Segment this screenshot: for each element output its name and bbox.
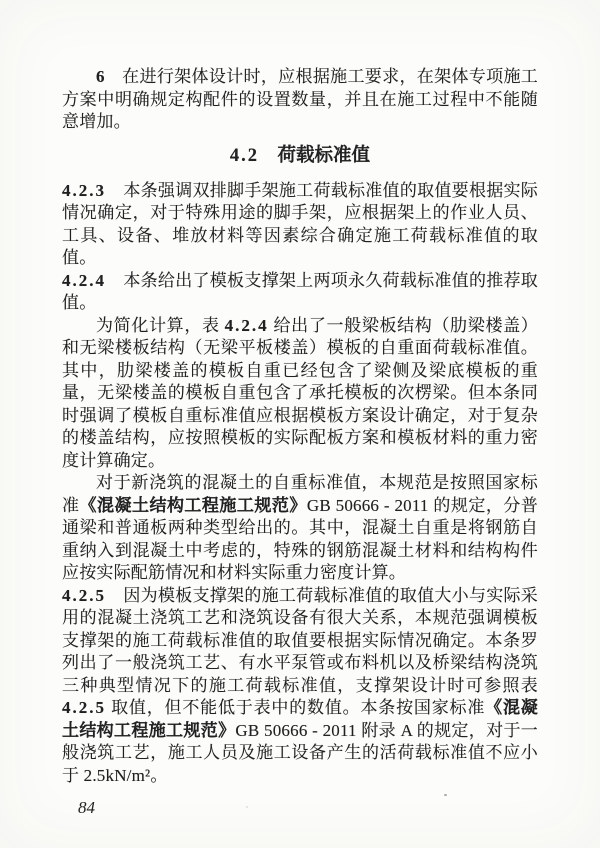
- paragraph-concrete-self-weight: 对于新浇筑的混凝土的自重标准值，本规范是按照国家标准《混凝土结构工程施工规范》GB 50666 - 2011 的规定，分普通梁和普通板两种类型给出的。其中，混凝土自重是将钢筋自重纳入到混凝土中考虑的，特殊的钢筋混凝土材料和结构构件应按实际配筋情况和材料实际重力密度计算。: [62, 473, 539, 582]
- page-number: 84: [78, 798, 95, 817]
- paragraph-clause-4-2-4: 4.2.4 本条给出了模板支撑架上两项永久荷载标准值的推荐取值。: [62, 270, 538, 312]
- paragraph-clause-4-2-3: 4.2.3 本条强调双排脚手架施工荷载标准值的取值要根据实际情况确定，对于特殊用途的脚手架，应根据架上的作业人员、工具、设备、堆放材料等因素综合确定施工荷载标准值的取值。: [62, 180, 538, 267]
- paragraph-formwork-self-weight: 为简化计算，表 4.2.4 给出了一般梁板结构（肋梁楼盖）和无梁楼板结构（无梁平板楼盖）模板的自重面荷载标准值。其中，肋梁楼盖的模板自重已经包含了梁侧及梁底模板的重量，无梁楼盖的模板自重包含了承托模板的次楞梁。但本条同时强调了模板自重标准值应根据模板方案设计确定，对于复杂的楼盖结构，应按照模板的实际配板方案和模板材料的重力密度计算确定。: [62, 315, 538, 470]
- scan-speck: [246, 806, 248, 808]
- scan-speck: [444, 794, 447, 796]
- document-body: [62, 66, 538, 819]
- paragraph-clause-6: 6 在进行架体设计时，应根据施工要求，在架体专项施工方案中明确规定构配件的设置数量，并且在施工过程中不能随意增加。: [62, 67, 538, 131]
- paragraph-clause-4-2-5: 4.2.5 因为模板支撑架的施工荷载标准值的取值大小与实际采用的混凝土浇筑工艺和浇筑设备有很大关系，本规范强调模板支撑架的施工荷载标准值的取值要根据实际情况确定。本条罗列出了一般浇筑工艺、有水平泵管或布料机以及桥梁结构浇筑三种典型情况下的施工荷载标准值，支撑架设计时可参照表 4.2.5 取值，但不能低于表中的数值。本条按国家标准《混凝土结构工程施工规范》GB 50666 - 2011 附录 A 的规定，对于一般浇筑工艺，施工人员及施工设备产生的活荷载标准值不应小于 2.5kN/m²。: [62, 585, 538, 785]
- section-heading-4-2: 4.2 荷载标准值: [229, 145, 371, 166]
